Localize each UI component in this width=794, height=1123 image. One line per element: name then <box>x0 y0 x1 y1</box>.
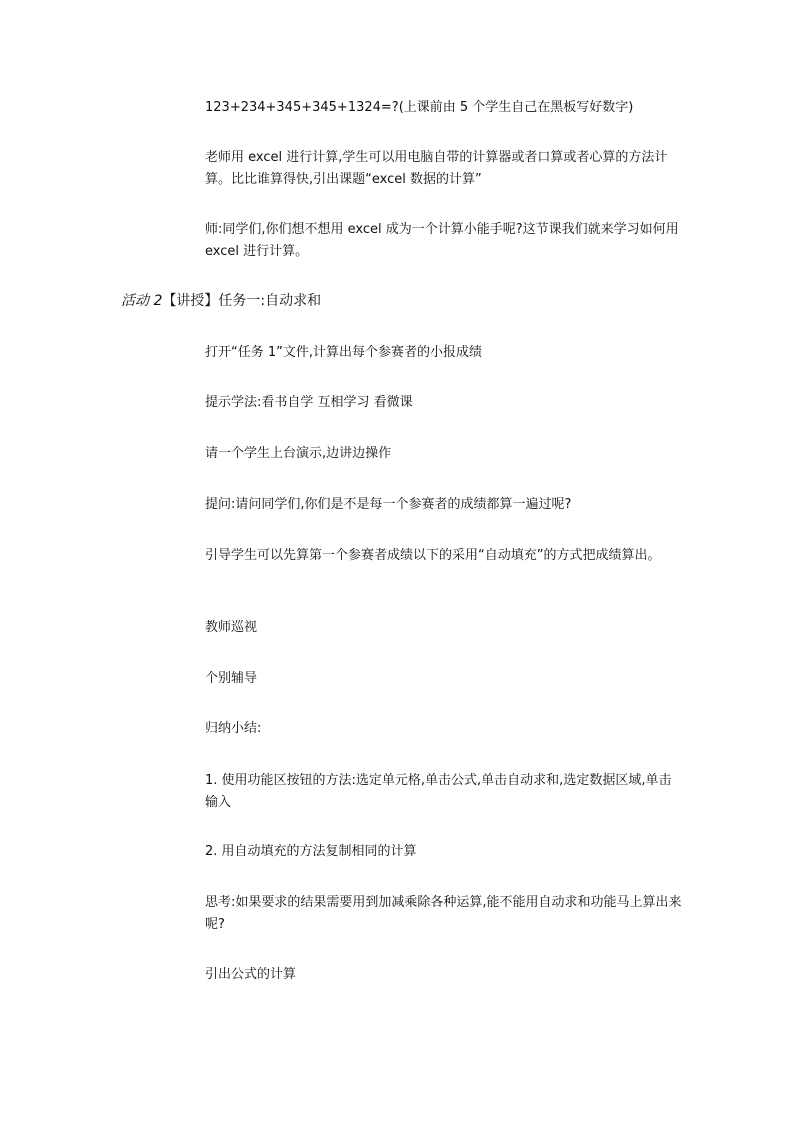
paragraph-teacher-question: 师:同学们,你们想不想用 excel 成为一个计算小能手呢?这节课我们就来学习如何用 excel 进行计算。 <box>205 222 679 259</box>
section-heading <box>121 290 681 312</box>
paragraph-teacher-excel: 老师用 excel 进行计算,学生可以用电脑自带的计算器或者口算或者心算的方法计算。比比谁算得快,引出课题“excel 数据的计算” <box>205 150 668 187</box>
paragraph-tutoring: 个别辅导 <box>205 671 258 686</box>
paragraph-patrol: 教师巡视 <box>205 620 258 635</box>
paragraph-equation: 123+234+345+345+1324=?(上课前由 5 个学生自己在黑板写好数字) <box>205 100 634 115</box>
paragraph-guide: 引导学生可以先算第一个参赛者成绩以下的采用“自动填充”的方式把成绩算出。 <box>205 548 661 563</box>
heading-activity-label: 活动 2 <box>121 293 163 309</box>
paragraph-lead-to-formula: 引出公式的计算 <box>205 967 297 982</box>
paragraph-open-file: 打开“任务 1”文件,计算出每个参赛者的小报成绩 <box>205 345 483 360</box>
paragraph-study-hint: 提示学法:看书自学 互相学习 看微课 <box>205 395 413 410</box>
paragraph-ask: 提问:请问同学们,你们是不是每一个参赛者的成绩都算一遍过呢? <box>205 497 572 512</box>
heading-title: 【讲授】任务一:自动求和 <box>162 293 322 309</box>
summary-item-1: 1. 使用功能区按钮的方法:选定单元格,单击公式,单击自动求和,选定数据区域,单击输入 <box>205 773 672 810</box>
summary-item-2: 2. 用自动填充的方法复制相同的计算 <box>205 844 417 859</box>
paragraph-think: 思考:如果要求的结果需要用到加减乘除各种运算,能不能用自动求和功能马上算出来呢? <box>205 895 682 932</box>
paragraph-summary-title: 归纳小结: <box>205 721 262 736</box>
paragraph-demo: 请一个学生上台演示,边讲边操作 <box>205 446 392 461</box>
